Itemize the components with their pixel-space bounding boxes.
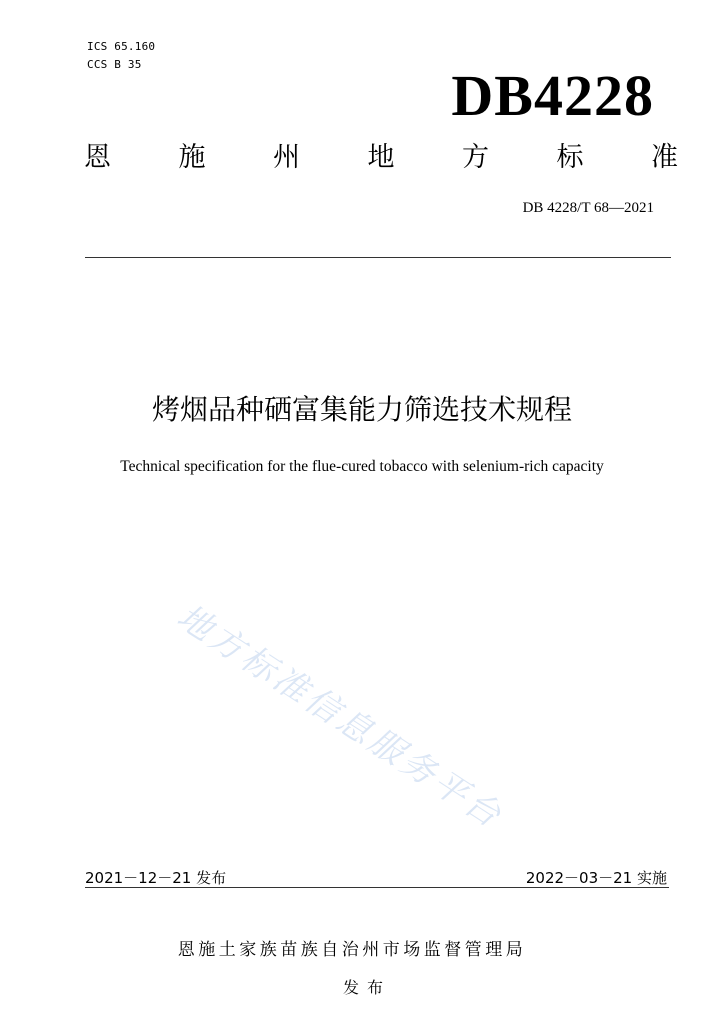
- standard-type-char: 施: [178, 142, 206, 173]
- top-divider: [85, 257, 671, 258]
- ics-code: ICS 65.160: [87, 40, 156, 53]
- effective-date: 2022－03－21 实施: [525, 869, 667, 887]
- standard-code-logo: DB4228: [451, 63, 654, 128]
- classification-codes: [87, 38, 155, 74]
- document-title-chinese: 烤烟品种硒富集能力筛选技术规程: [151, 393, 572, 426]
- standard-number: DB 4228/T 68—2021: [522, 200, 654, 216]
- standard-type-char: 州: [273, 142, 300, 173]
- document-title-english: Technical specification for the flue-cured tobacco with selenium-rich capacity: [120, 458, 604, 475]
- ccs-code: CCS B 35: [87, 58, 142, 71]
- standard-type-char: 准: [651, 142, 678, 173]
- watermark: 地方标准信息服务平台: [169, 596, 511, 838]
- publish-date: 2021－12－21 发布: [85, 869, 227, 887]
- standard-type-char: 标: [556, 142, 584, 173]
- standard-type-char: 恩: [84, 142, 111, 173]
- bottom-divider: [85, 887, 669, 888]
- release-label: 发布: [342, 978, 391, 997]
- standard-type-char: 地: [367, 142, 395, 173]
- issuing-authority: 恩施土家族苗族自治州市场监督管理局: [177, 940, 527, 960]
- standard-type-char: 方: [462, 142, 489, 173]
- standard-type-heading: [84, 140, 678, 176]
